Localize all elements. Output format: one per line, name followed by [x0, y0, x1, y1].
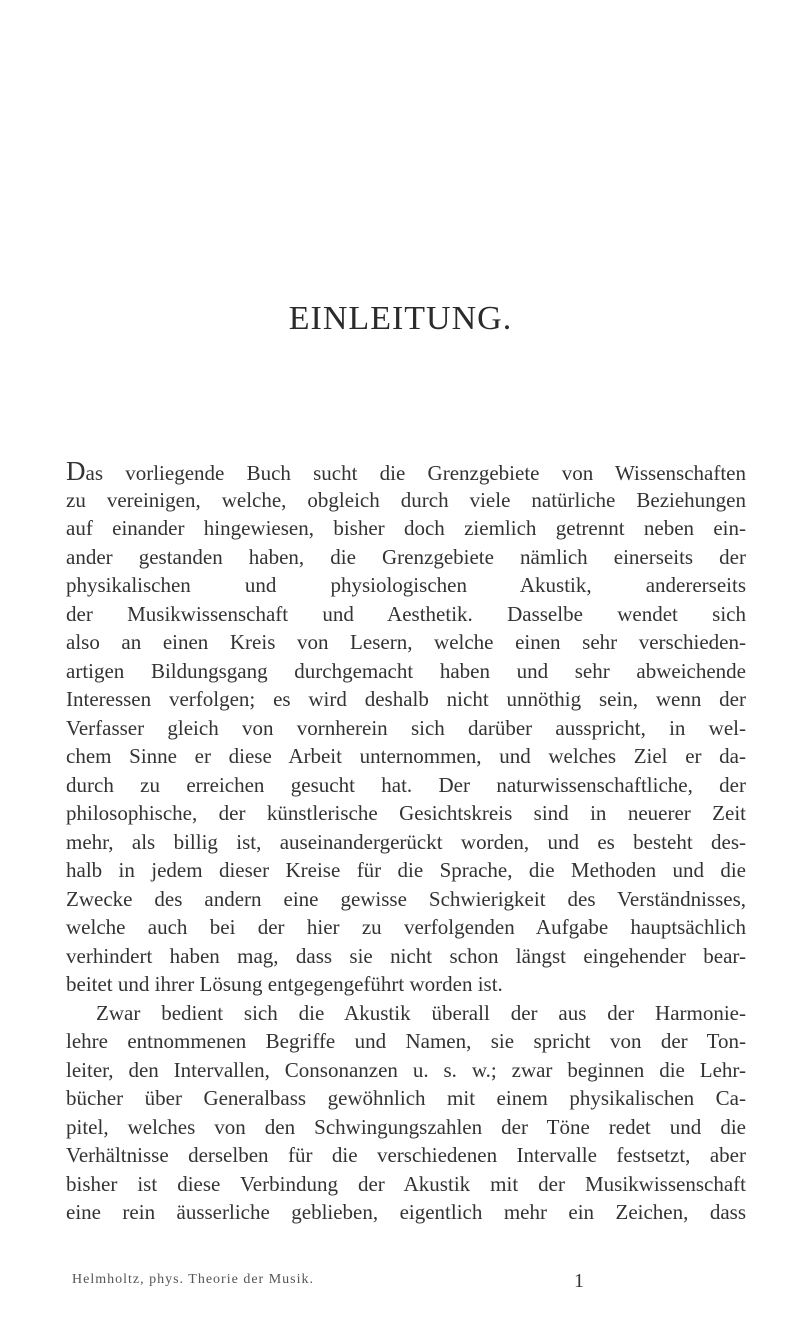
text-line: bücher über Generalbass gewöhnlich mit einem physikalischen Ca- [66, 1086, 746, 1110]
text-line: halb in jedem dieser Kreise für die Sprache, die Methoden und die [66, 858, 746, 882]
text-line: philosophische, der künstlerische Gesichtskreis sind in neuerer Zeit [66, 801, 746, 825]
text-line: mehr, als billig ist, auseinandergerückt worden, und es besteht des- [66, 829, 746, 854]
text-line: zu vereinigen, welche, obgleich durch viele natürliche Beziehungen [66, 487, 746, 512]
sheet-number: 1 [574, 1270, 584, 1292]
text-line: Zwar bedient sich die Akustik überall der aus der Harmonie- [96, 1000, 746, 1025]
text-line: Das vorliegende Buch sucht die Grenzgebiete von Wissenschaften [66, 456, 746, 486]
text-line: verhindert haben mag, dass sie nicht schon längst eingehender bear- [66, 943, 746, 968]
page-footer [72, 1272, 592, 1296]
text-line: welche auch bei der hier zu verfolgenden Aufgabe hauptsächlich [66, 915, 746, 939]
text-line: Interessen verfolgen; es wird deshalb nicht unnöthig sein, wenn der [66, 687, 746, 711]
text-line: der Musikwissenschaft und Aesthetik. Dasselbe wendet sich [66, 601, 746, 626]
text-line: physikalischen und physiologischen Akustik, andererseits [66, 573, 746, 597]
text-line: pitel, welches von den Schwingungszahlen der Töne redet und die [66, 1114, 746, 1139]
text-line: Verhältnisse derselben für die verschiedenen Intervalle festsetzt, aber [66, 1143, 746, 1167]
text-line: leiter, den Intervallen, Consonanzen u. s. w.; zwar beginnen die Lehr- [66, 1057, 746, 1082]
text-line: auf einander hingewiesen, bisher doch ziemlich getrennt neben ein- [66, 516, 746, 540]
text-line: also an einen Kreis von Lesern, welche einen sehr verschieden- [66, 630, 746, 654]
text-line: chem Sinne er diese Arbeit unternommen, und welches Ziel er da- [66, 744, 746, 768]
text-line: artigen Bildungsgang durchgemacht haben und sehr abweichende [66, 658, 746, 683]
text-line: lehre entnommenen Begriffe und Namen, sie spricht von der Ton- [66, 1029, 746, 1053]
text-line: eine rein äusserliche geblieben, eigentlich mehr ein Zeichen, dass [66, 1200, 746, 1224]
text-line: ander gestanden haben, die Grenzgebiete nämlich einerseits der [66, 544, 746, 569]
chapter-heading: EINLEITUNG. [288, 300, 513, 337]
sheet-signature: Helmholtz, phys. Theorie der Musik. [72, 1272, 314, 1287]
text-line: bisher ist diese Verbindung der Akustik mit der Musikwissenschaft [66, 1171, 746, 1196]
body-text [66, 457, 746, 1227]
text-line: Verfasser gleich von vornherein sich darüber ausspricht, in wel- [66, 715, 746, 740]
drop-capital: D [66, 456, 86, 486]
text-line: durch zu erreichen gesucht hat. Der naturwissenschaftliche, der [66, 772, 746, 797]
text-line: Zwecke des andern eine gewisse Schwierigkeit des Verständnisses, [66, 886, 746, 911]
text-line: beitet und ihrer Lösung entgegengeführt worden ist. [66, 972, 503, 996]
